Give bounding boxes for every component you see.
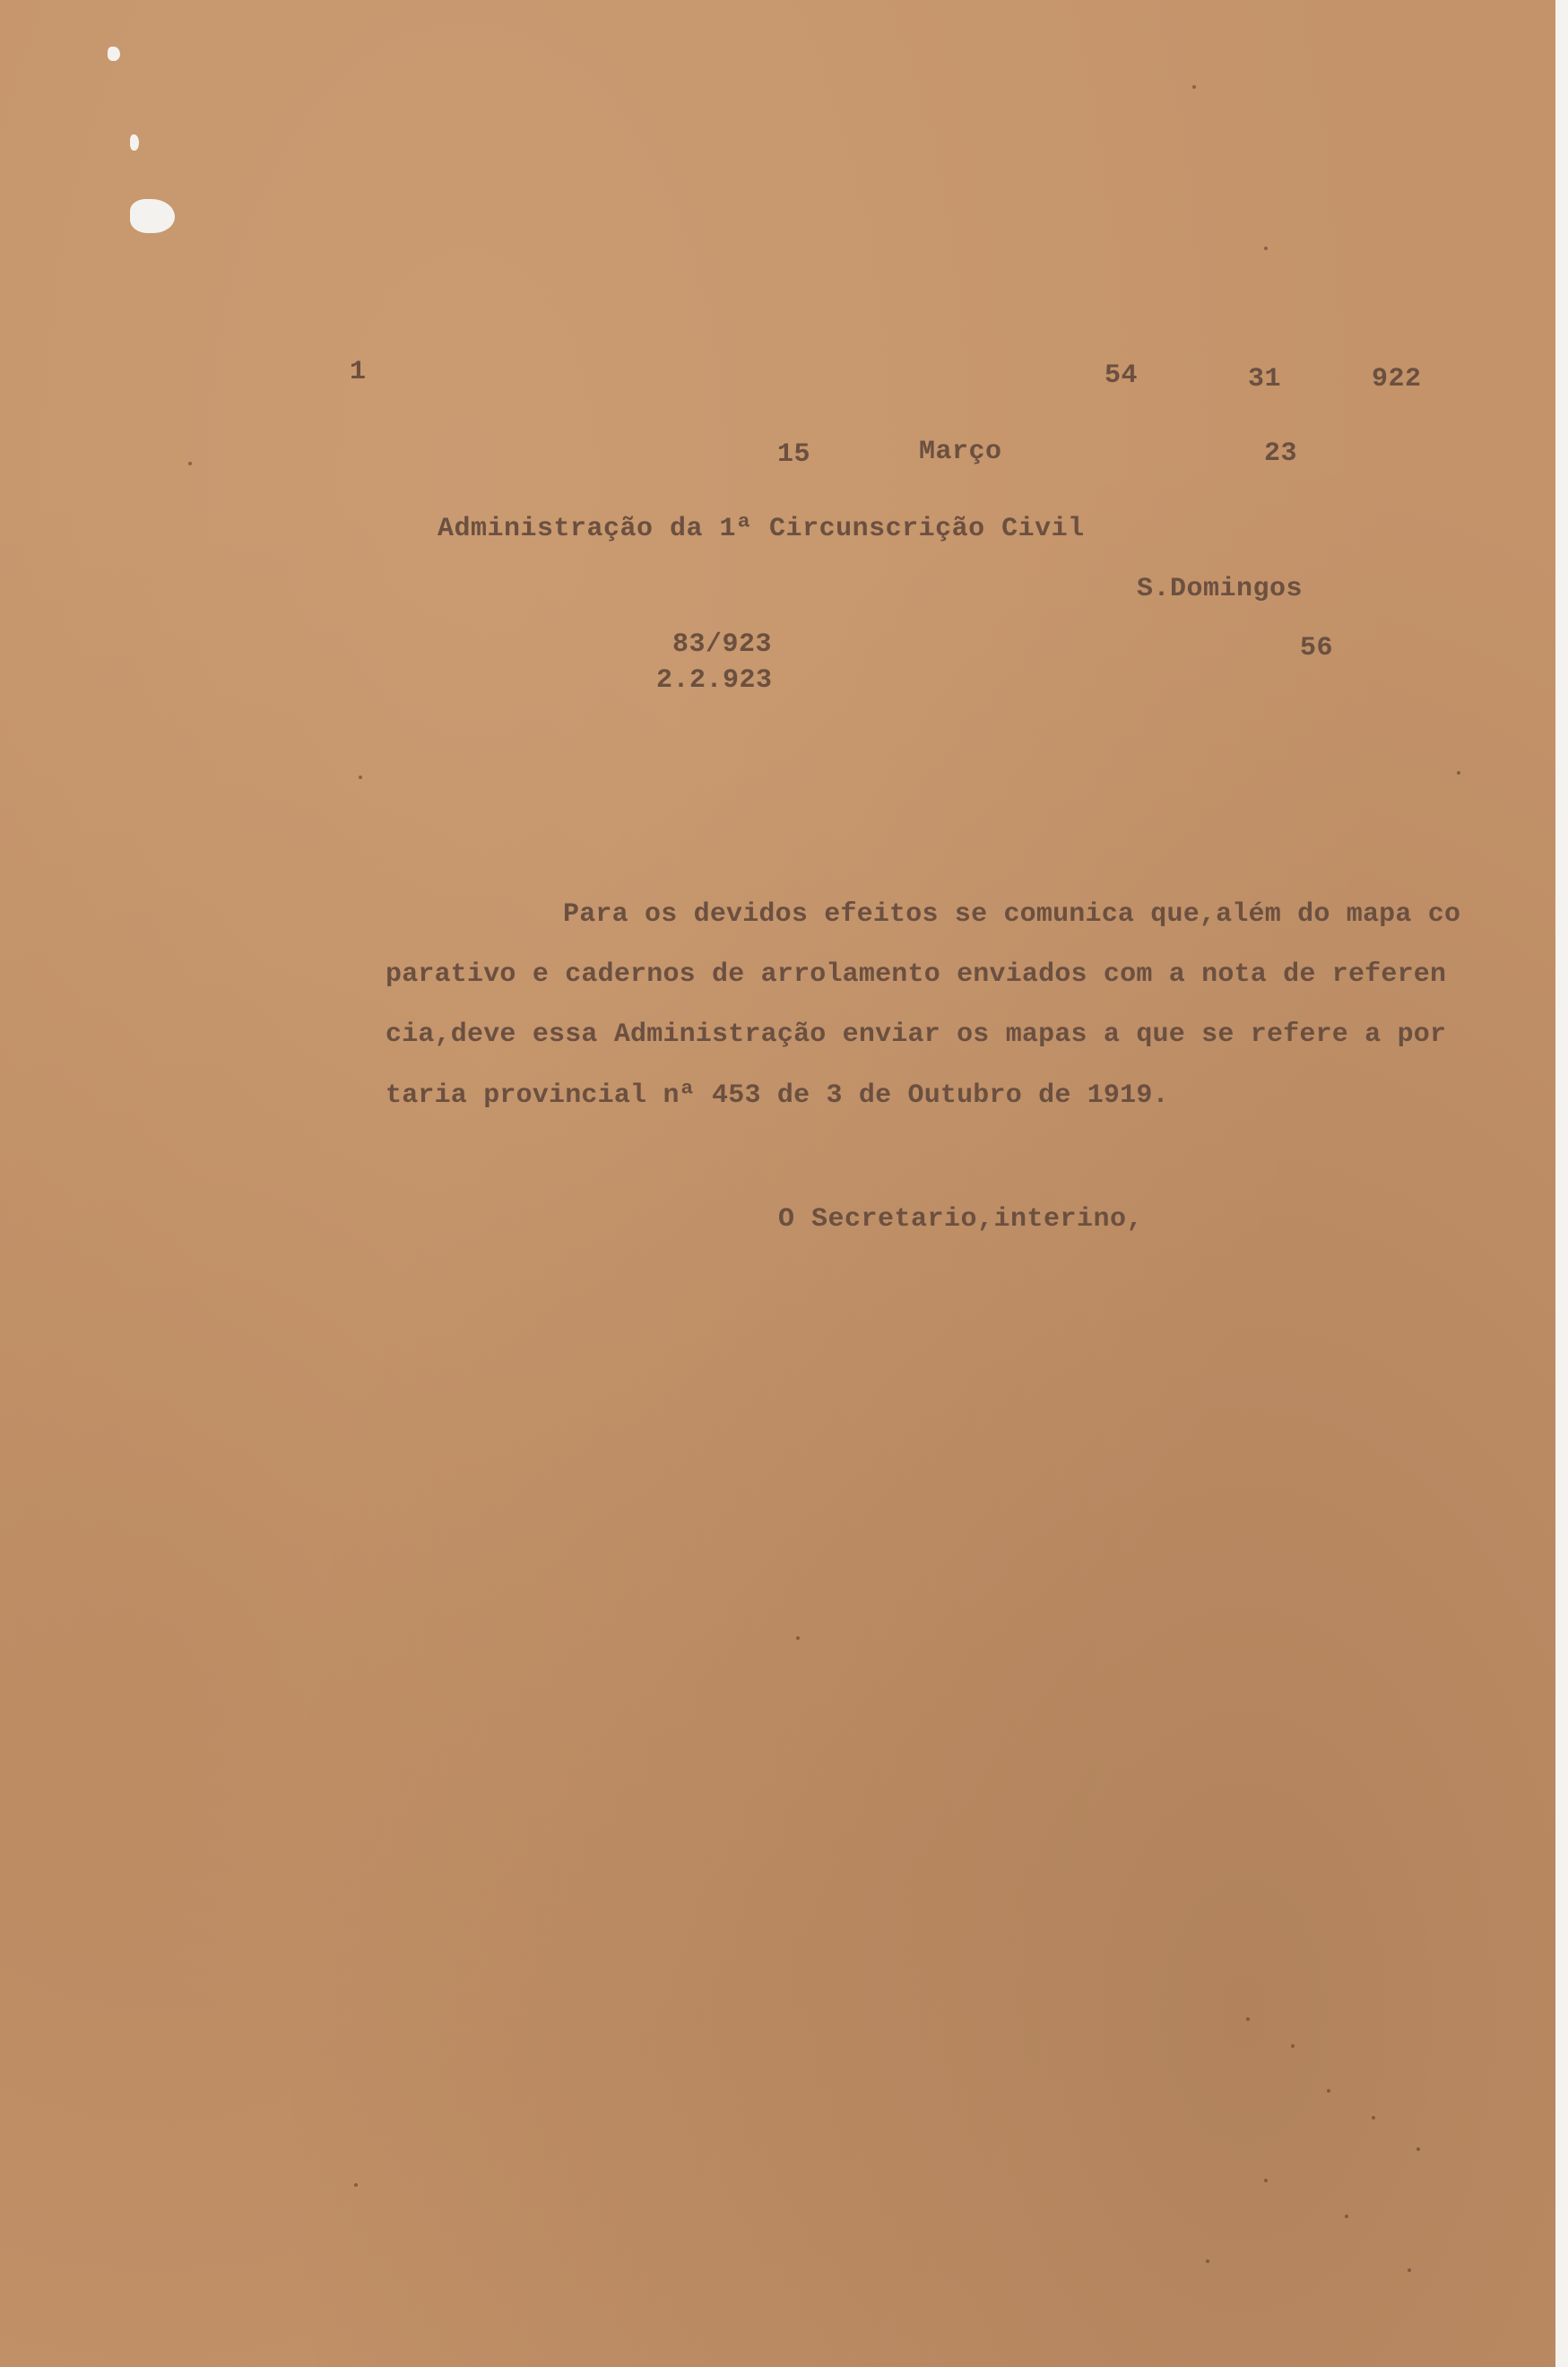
reference-number-a: 54 bbox=[1105, 360, 1139, 391]
paper-speck bbox=[1264, 2179, 1268, 2182]
date-day: 15 bbox=[777, 439, 811, 470]
body-text-line: taria provincial nª 453 de 3 de Outubro de 1919. bbox=[386, 1080, 1169, 1111]
paper-speck bbox=[359, 776, 362, 779]
paper-tear-mark bbox=[130, 134, 139, 151]
paper-speck bbox=[188, 462, 192, 465]
signature-line: O Secretario,interino, bbox=[778, 1204, 1144, 1235]
paper-speck bbox=[1206, 2259, 1209, 2263]
reference-number-c: 922 bbox=[1372, 364, 1422, 394]
body-text-line: parativo e cadernos de arrolamento enviados com a nota de referen bbox=[386, 959, 1447, 990]
paper-speck bbox=[1192, 85, 1196, 89]
paper-speck bbox=[1372, 2116, 1375, 2120]
document-number: 1 bbox=[350, 357, 367, 387]
paper-speck bbox=[1408, 2268, 1411, 2272]
reference-document-date: 2.2.923 bbox=[656, 665, 773, 696]
paper-speck bbox=[354, 2183, 358, 2187]
paper-speck bbox=[1291, 2044, 1295, 2048]
reference-document-number: 83/923 bbox=[672, 629, 773, 660]
reference-code: 56 bbox=[1300, 633, 1334, 663]
page-margin bbox=[1555, 0, 1568, 2367]
paper-speck bbox=[1246, 2017, 1250, 2021]
paper-speck bbox=[1457, 771, 1460, 775]
paper-speck bbox=[796, 1636, 800, 1640]
paper-speck bbox=[1416, 2147, 1420, 2151]
paper-speck bbox=[1264, 247, 1268, 250]
place-name: S.Domingos bbox=[1137, 574, 1304, 604]
paper-speck bbox=[1327, 2089, 1330, 2093]
date-year: 23 bbox=[1264, 438, 1298, 469]
paper-speck bbox=[1345, 2215, 1348, 2218]
reference-number-b: 31 bbox=[1248, 364, 1282, 394]
body-text-line: cia,deve essa Administração enviar os mapas a que se refere a por bbox=[386, 1019, 1447, 1050]
body-text-line: Para os devidos efeitos se comunica que,além do mapa co bbox=[563, 899, 1461, 930]
paper-tear-mark bbox=[130, 199, 175, 233]
paper-tear-mark bbox=[108, 47, 120, 61]
addressee-line: Administração da 1ª Circunscrição Civil bbox=[437, 514, 1085, 544]
date-month: Março bbox=[919, 437, 1002, 467]
